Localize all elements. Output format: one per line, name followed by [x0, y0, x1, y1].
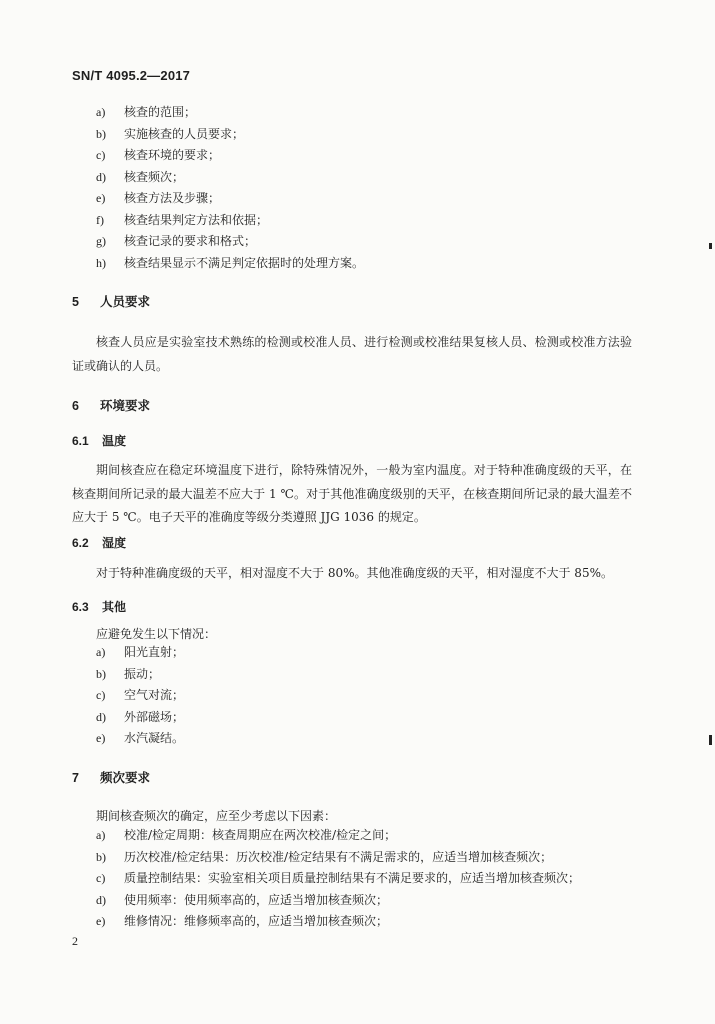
list-item-text: 振动；: [124, 666, 161, 681]
section-5-heading: [72, 292, 150, 310]
list-item-text: 实施核查的人员要求；: [124, 126, 245, 141]
list-item-label: d): [96, 169, 106, 184]
section-7-intro: 期间核查频次的确定，应至少考虑以下因素：: [96, 809, 337, 823]
section-7-heading: [72, 768, 150, 786]
list-item-text: 核查结果显示不满足判定依据时的处理方案。: [124, 255, 365, 270]
section-title: 环境要求: [100, 398, 151, 413]
section-6-2-heading: [72, 534, 126, 551]
list-item: [96, 145, 364, 167]
section-number: 6.1: [72, 434, 89, 448]
list-item-label: d): [96, 709, 106, 724]
list-item-label: h): [96, 255, 106, 270]
list-item-label: b): [96, 849, 106, 864]
list-item-label: b): [96, 126, 106, 141]
section-6-1-body: 期间核查应在稳定环境温度下进行，除特殊情况外，一般为室内温度。对于特种准确度级的天平，在核查期间所记录的最大温差不应大于 1 ℃。对于其他准确度级别的天平，在核查期间所记录的最大温差不应大于 5 ℃。电子天平的准确度等级分类遵照 JJG 1036 的规定。: [72, 463, 632, 524]
list-item: [96, 911, 580, 933]
section-6-2-body: 对于特种准确度级的天平，相对湿度不大于 80%。其他准确度级的天平，相对湿度不大于 85%。: [96, 566, 613, 580]
list-item-text: 维修情况：维修频率高的，应适当增加核查频次；: [124, 914, 389, 928]
list-item-label: e): [96, 914, 106, 928]
list-item: [96, 868, 580, 890]
section-title: 湿度: [102, 536, 127, 550]
section-title: 其他: [102, 600, 127, 614]
section-number: 5: [72, 295, 79, 309]
list-item: [96, 890, 580, 912]
requirements-list: [96, 102, 364, 274]
list-item-text: 核查频次；: [124, 169, 185, 184]
list-item-label: c): [96, 688, 106, 702]
section-5-body: 核查人员应是实验室技术熟练的检测或校准人员、进行检测或校准结果复核人员、检测或校准方法验证或确认的人员。: [72, 335, 632, 373]
list-item: [96, 664, 184, 686]
list-item: [96, 253, 364, 275]
list-item-label: a): [96, 828, 106, 842]
scan-edge-mark: [709, 243, 712, 249]
list-item-text: 外部磁场；: [124, 709, 185, 724]
list-item-text: 水汽凝结。: [124, 731, 185, 745]
section-6-1-heading: [72, 432, 126, 449]
list-item-text: 空气对流；: [124, 688, 185, 702]
section-number: 6.3: [72, 600, 89, 614]
list-item: [96, 210, 364, 232]
list-item-label: e): [96, 191, 106, 205]
list-item-label: e): [96, 731, 106, 745]
list-item: [96, 124, 364, 146]
list-item-text: 核查记录的要求和格式；: [124, 234, 257, 248]
avoid-conditions-list: [96, 642, 184, 750]
list-item-text: 核查结果判定方法和依据；: [124, 212, 269, 227]
list-item-text: 历次校准/检定结果：历次校准/检定结果有不满足需求的，应适当增加核查频次；: [124, 849, 553, 864]
document-code-header: SN/T 4095.2—2017: [72, 68, 191, 83]
list-item: [96, 685, 184, 707]
list-item-text: 质量控制结果：实验室相关项目质量控制结果有不满足要求的，应适当增加核查频次；: [124, 871, 581, 885]
list-item-label: c): [96, 148, 106, 162]
list-item-label: g): [96, 234, 106, 248]
list-item-text: 校准/检定周期：核查周期应在两次校准/检定之间；: [124, 828, 397, 842]
section-number: 6: [72, 399, 79, 413]
list-item: [96, 188, 364, 210]
list-item-label: a): [96, 105, 106, 119]
list-item-label: f): [96, 212, 104, 227]
list-item: [96, 707, 184, 729]
page-number: 2: [72, 934, 78, 948]
scan-edge-mark: [709, 735, 712, 745]
list-item-label: d): [96, 892, 106, 907]
list-item: [96, 167, 364, 189]
list-item-text: 核查的范围；: [124, 105, 197, 119]
section-6-3-heading: [72, 598, 126, 615]
list-item: [96, 642, 184, 664]
section-6-3-intro: 应避免发生以下情况：: [96, 627, 217, 641]
list-item-text: 阳光直射；: [124, 645, 185, 659]
section-number: 7: [72, 771, 79, 785]
list-item: [96, 825, 580, 847]
list-item-text: 使用频率：使用频率高的，应适当增加核查频次；: [124, 892, 389, 907]
section-title: 温度: [102, 434, 127, 448]
list-item-label: c): [96, 871, 106, 885]
list-item-text: 核查环境的要求；: [124, 148, 221, 162]
section-title: 人员要求: [100, 294, 151, 309]
section-number: 6.2: [72, 536, 89, 550]
list-item: [96, 847, 580, 869]
frequency-factors-list: [96, 825, 580, 933]
list-item-label: a): [96, 645, 106, 659]
list-item: [96, 231, 364, 253]
list-item: [96, 102, 364, 124]
list-item-label: b): [96, 666, 106, 681]
section-6-heading: [72, 396, 150, 414]
list-item-text: 核查方法及步骤；: [124, 191, 221, 205]
list-item: [96, 728, 184, 750]
section-title: 频次要求: [100, 770, 151, 785]
